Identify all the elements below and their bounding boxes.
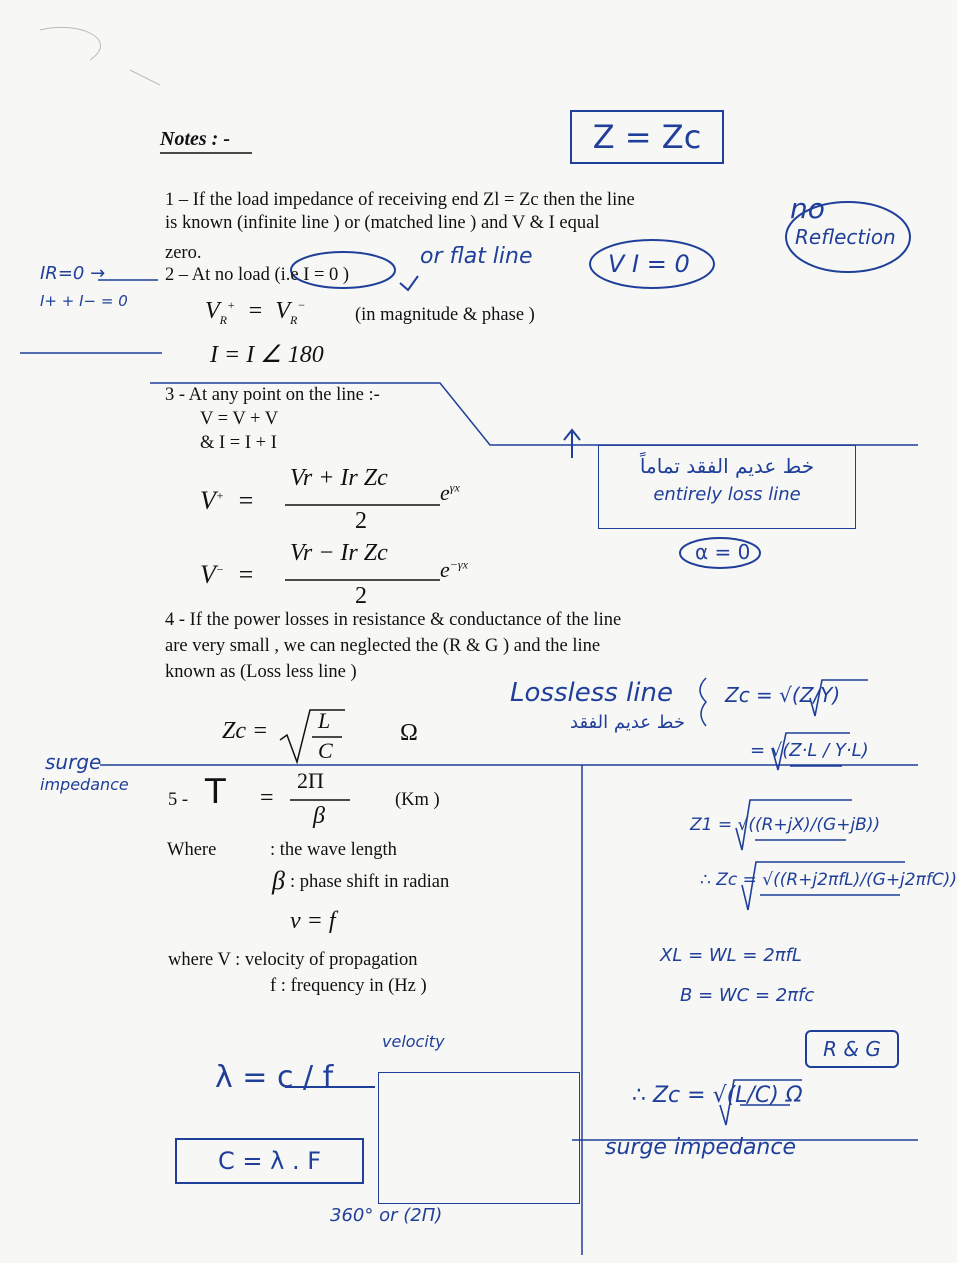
where1: Where [167,840,217,860]
ohm-symbol: Ω [400,720,418,746]
freq-text: f : frequency in (Hz ) [270,976,427,996]
beta-symbol: β [272,866,285,895]
magnitude-phase: (in magnitude & phase ) [355,305,535,325]
note4-line2: are very small , we can neglected the (R & G ) and the line [165,636,601,656]
vminus-exp: $e^{-\gamma x}$ [440,557,468,582]
vminus-label: V− = [200,560,255,589]
entirely-loss-line: entirely loss line [653,484,801,505]
vplus-num: Vr + Ir Zc [290,465,388,491]
ir-eq: I = I ∠ 180 [210,342,324,368]
vplus-label: V+ = [200,486,255,515]
surge-impedance: surge impedance [605,1135,797,1160]
c-lambda-box [175,1138,364,1184]
z-rf: ∴ Zc = √((R+j2πfL)/(G+j2πfC)) [700,870,957,890]
note5-unit: (Km ) [395,790,440,810]
vminus-den: 2 [355,583,367,609]
note3: 3 - At any point on the line :- [165,385,380,405]
z-rx: Z1 = √((R+jX)/(G+jB)) [690,815,881,835]
b-text: B = WC = 2πfc [680,985,815,1006]
loss-line-arabic: خط عديم الفقد تماماً [639,454,815,478]
note5-num: 2Π [297,768,324,793]
tau-symbol: T [205,772,226,812]
surge-text: surge [45,750,102,774]
alpha-zero: α = 0 [695,540,751,564]
velocity-label: velocity [382,1032,445,1051]
note1-line3: zero. [165,243,202,263]
note3-v: V = V + V [200,409,279,429]
no-text: no [790,192,825,225]
rsg-box [805,1030,899,1068]
zc-box [570,110,724,164]
v-i-zero-text: V I = 0 [608,250,690,278]
loss-line-box [598,445,856,529]
iplus-iminus-text: I+ + I− = 0 [40,292,128,310]
note3-i: & I = I + I [200,433,277,453]
zc-lc: ∴ Zc = √(L/C) Ω [632,1083,803,1108]
vplus-den: 2 [355,508,367,534]
xl-text: XL = WL = 2πfL [660,945,802,966]
note4-line3: known as (Loss less line ) [165,662,357,682]
page-heading: Notes : - [160,128,230,150]
c-lambda-text: C = λ . F [217,1147,322,1175]
note1-line1: 1 – If the load impedance of receiving end Zl = Zc then the line [165,190,635,210]
ir-zero-text: IR=0 → [40,263,106,284]
vplus-exp: $e^{\gamma x}$ [440,480,460,505]
zc-formula: Zc = [222,718,269,744]
rsg-text: R & G [823,1037,881,1061]
flat-line-text: or flat line [420,244,533,269]
lossless-text: Lossless line [510,678,673,708]
note5-den: β [313,803,325,829]
degrees-text: 360° or (2Π) [330,1205,443,1226]
zc-root-den: C [318,738,333,763]
lossless-arabic: خط عديم الفقد [570,712,685,733]
phase-text: : phase shift in radian [290,872,450,892]
zc-sqrt-zy: Zc = √(Z/Y) [725,683,841,707]
vr-eq: $V_R^+ = V_R^-$ [205,298,306,327]
impedance-text: impedance [40,775,129,794]
zc-root-num: L [318,708,331,733]
wavelength-note-box [378,1072,580,1204]
tau-equals: = [260,785,274,811]
note4-line1: 4 - If the power losses in resistance & conductance of the line [165,610,622,630]
wavelength-text: : the wave length [270,840,397,860]
note5: 5 - [168,790,189,810]
reflection-text: Reflection [795,225,896,249]
note1-line2: is known (infinite line ) or (matched line ) and V & I equal [165,213,600,233]
velocity-eq: v = f [290,908,336,934]
zl-yl: = √(Z·L / Y·L) [750,740,869,761]
vminus-num: Vr − Ir Zc [290,540,388,566]
lambda-eq: λ = c / f [215,1060,334,1095]
where2: where V : velocity of propagation [168,950,418,970]
note2: 2 – At no load (i.e I = 0 ) [165,265,350,285]
zc-box-text: Z = Zc [592,118,702,156]
